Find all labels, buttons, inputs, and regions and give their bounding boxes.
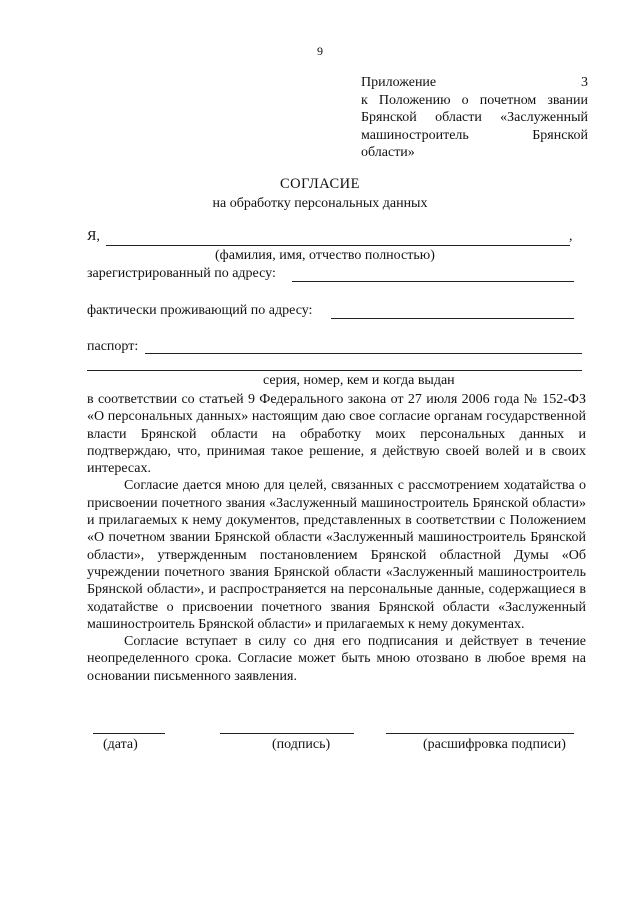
consent-body	[87, 391, 586, 685]
appendix-line: Брянской области «Заслуженный	[361, 110, 588, 125]
date-line[interactable]	[93, 733, 165, 734]
consent-paragraph-3: Согласие вступает в силу со дня его подписания и действует в течение неопределенного срока. Согласие может быть мною отозвано в любое время на основании письменного заявления.	[87, 634, 586, 684]
passport-label: паспорт:	[87, 339, 139, 354]
consent-paragraph-1: в соответствии со статьей 9 Федерального закона от 27 июля 2006 года № 152-ФЗ «О персональных данных» настоящим даю свое согласие органам государственной власти Брянской области на обработку моих персональных данных и подтверждаю, что, принимая такое решение, я действую своей волей и в своих интересах.	[87, 392, 586, 477]
registered-address-label: зарегистрированный по адресу:	[87, 266, 276, 281]
signature-line[interactable]	[220, 733, 354, 734]
passport-line-2[interactable]	[87, 370, 582, 371]
passport-line[interactable]	[145, 353, 582, 354]
name-suffix: ,	[569, 229, 573, 244]
page-number: 9	[317, 44, 323, 58]
name-caption: (фамилия, имя, отчество полностью)	[215, 248, 435, 263]
signature-decoding-line[interactable]	[386, 733, 574, 734]
document-title: СОГЛАСИЕ	[279, 176, 361, 192]
appendix-line: области»	[361, 145, 415, 160]
name-field-line[interactable]	[106, 245, 570, 246]
appendix-header	[361, 74, 588, 162]
name-prefix: Я,	[87, 229, 100, 244]
passport-caption: серия, номер, кем и когда выдан	[263, 373, 455, 388]
consent-paragraph-2: Согласие дается мною для целей, связанных с рассмотрением ходатайства о присвоении почетного звания «Заслуженный машиностроитель Брянской области» и прилагаемых к нему документов, представленных в соответствии с Положением «О почетном звании Брянской области «Заслуженный машиностроитель Брянской области», утвержденным постановлением Брянской областной Думы «Об учреждении почетного звания Брянской области «Заслуженный машиностроитель Брянской области», и распространяется на персональные данные, содержащиеся в ходатайстве о присвоении почетного звания Брянской области «Заслуженный машиностроитель Брянской области» и прилагаемых к нему документах.	[87, 478, 586, 632]
actual-address-label: фактически проживающий по адресу:	[87, 303, 313, 318]
actual-address-line[interactable]	[331, 318, 574, 319]
appendix-line: к Положению о почетном звании	[361, 92, 588, 108]
signature-decoding-caption: (расшифровка подписи)	[423, 737, 566, 752]
signature-caption: (подпись)	[272, 737, 331, 752]
registered-address-line[interactable]	[292, 281, 574, 282]
appendix-line: Приложение 3	[361, 75, 588, 90]
appendix-line: машиностроитель Брянской	[361, 127, 588, 143]
date-caption: (дата)	[103, 737, 138, 752]
document-subtitle: на обработку персональных данных	[212, 196, 428, 211]
